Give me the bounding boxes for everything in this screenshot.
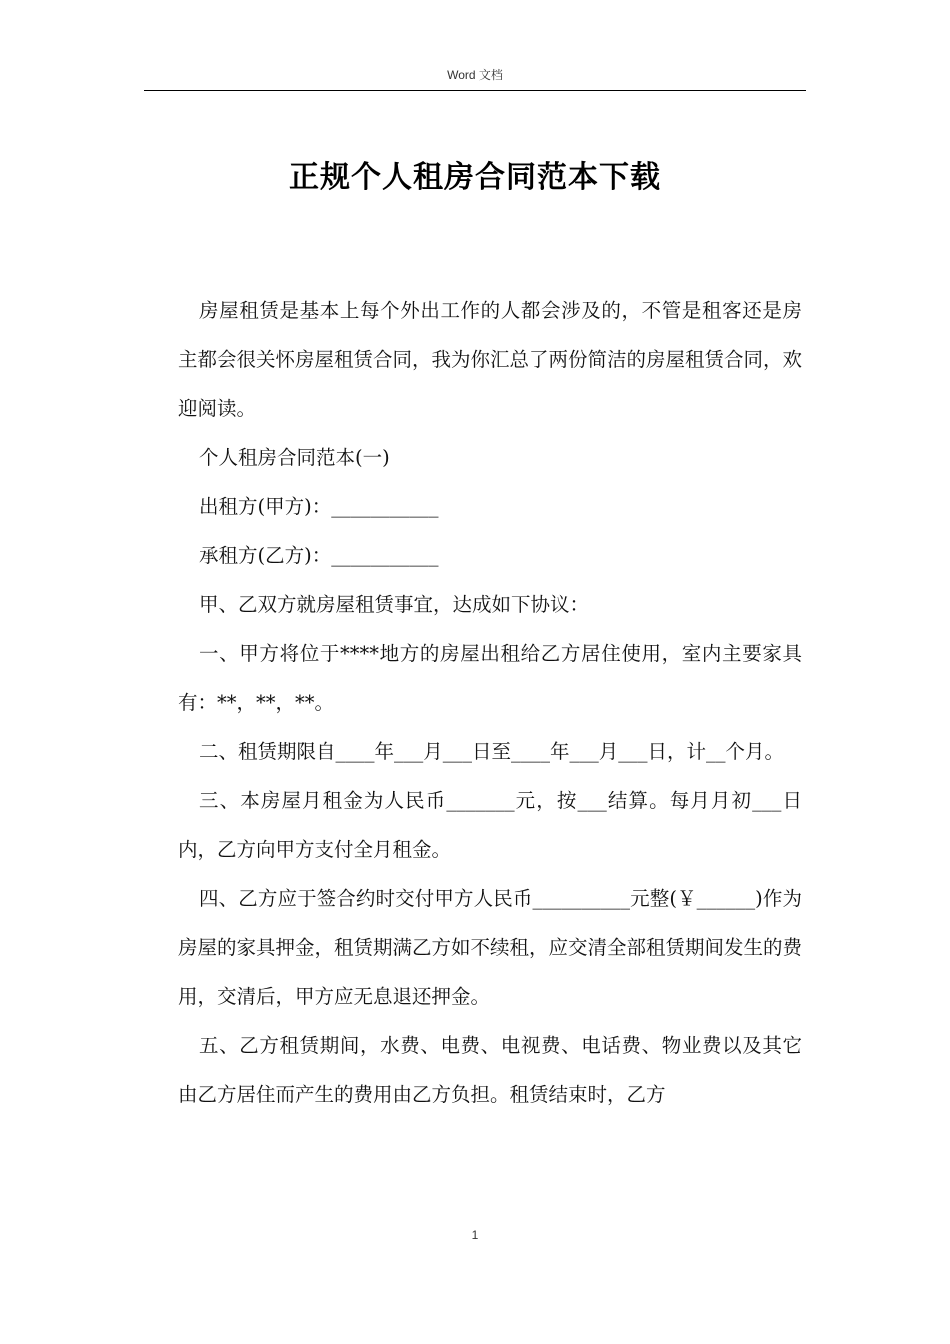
paragraph-clause-2: 二、租赁期限自____年___月___日至____年___月___日，计__个月。 [199, 740, 785, 763]
paragraph-clause-4: 四、乙方应于签合约时交付甲方人民币__________元整(￥______)作为房屋的家具押金，租赁期满乙方如不续租，应交清全部租赁期间发生的费用，交清后，甲方应无息退还押金。 [178, 887, 802, 1008]
paragraph-agreement: 甲、乙双方就房屋租赁事宜，达成如下协议： [199, 593, 590, 616]
paragraph-lessor: 出租方(甲方)：___________ [199, 495, 439, 518]
paragraph-clause-1: 一、甲方将位于****地方的房屋出租给乙方居住使用，室内主要家具有：**，**，**。 [178, 642, 802, 714]
page-number: 1 [471, 1228, 479, 1242]
paragraph-lessee: 承租方(乙方)：___________ [199, 544, 439, 567]
paragraph-contract-heading: 个人租房合同范本(一) [199, 446, 390, 469]
document-body [178, 286, 802, 1186]
document-title: 正规个人租房合同范本下载 [289, 160, 661, 195]
paragraph-clause-5: 五、乙方租赁期间，水费、电费、电视费、电话费、物业费以及其它由乙方居住而产生的费用由乙方负担。租赁结束时，乙方 [178, 1034, 802, 1106]
paragraph-clause-3: 三、本房屋月租金为人民币_______元，按___结算。每月月初___日内，乙方向甲方支付全月租金。 [178, 789, 802, 861]
paragraph-intro: 房屋租赁是基本上每个外出工作的人都会涉及的，不管是租客还是房主都会很关怀房屋租赁合同，我为你汇总了两份简洁的房屋租赁合同，欢迎阅读。 [178, 299, 802, 420]
page-header [144, 64, 806, 91]
header-label: Word 文档 [447, 68, 503, 82]
